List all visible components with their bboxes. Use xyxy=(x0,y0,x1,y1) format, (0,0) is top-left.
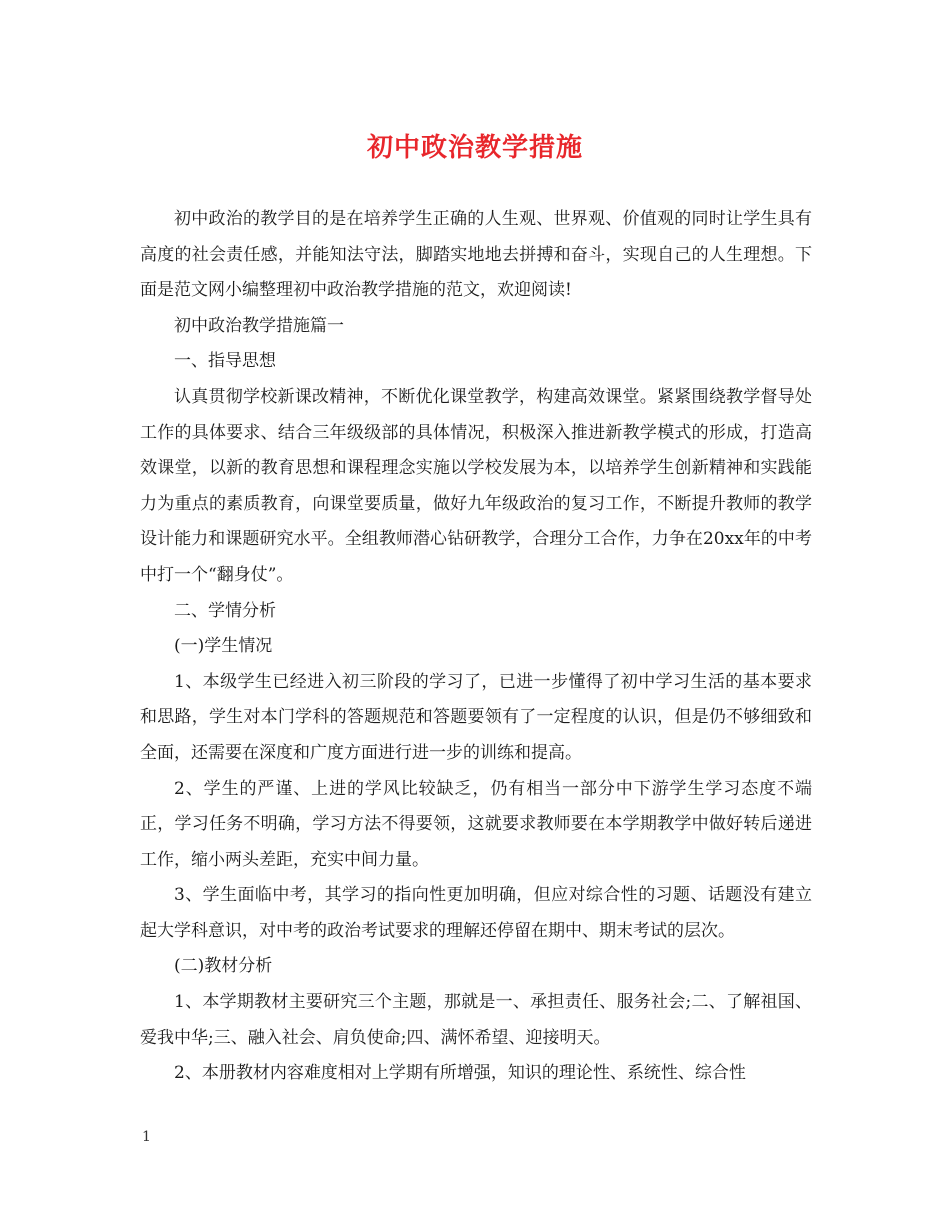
document-body xyxy=(140,202,812,1092)
subsection-heading-textbook-analysis: (二)教材分析 xyxy=(174,956,273,977)
paragraph-student-point-3: 3、学生面临中考，其学习的指向性更加明确，但应对综合性的习题、话题没有建立起大学科意识，对中考的政治考试要求的理解还停留在期中、期末考试的层次。 xyxy=(140,885,812,941)
paragraph-student-point-2: 2、学生的严谨、上进的学风比较缺乏，仍有相当一部分中下游学生学习态度不端正，学习任务不明确，学习方法不得要领，这就要求教师要在本学期教学中做好转后递进工作，缩小两头差距，充实中间力量。 xyxy=(140,778,812,870)
subsection-heading-student-situation: (一)学生情况 xyxy=(174,636,273,657)
paragraph-intro: 初中政治的教学目的是在培养学生正确的人生观、世界观、价值观的同时让学生具有高度的社会责任感，并能知法守法，脚踏实地地去拼搏和奋斗，实现自己的人生理想。下面是范文网小编整理初中政治教学措施的范文，欢迎阅读! xyxy=(140,209,812,301)
paragraph-textbook-point-1: 1、本学期教材主要研究三个主题，那就是一、承担责任、服务社会;二、了解祖国、爱我中华;三、融入社会、肩负使命;四、满怀希望、迎接明天。 xyxy=(140,992,812,1048)
section-heading-learning-analysis: 二、学情分析 xyxy=(174,600,276,621)
document-title: 初中政治教学措施 xyxy=(366,133,583,163)
section-heading-guiding-thought: 一、指导思想 xyxy=(174,351,276,372)
paragraph-textbook-point-2: 2、本册教材内容难度相对上学期有所增强，知识的理论性、系统性、综合性 xyxy=(174,1063,746,1084)
page-number: 1 xyxy=(142,1129,151,1145)
paragraph-guiding-thought: 认真贯彻学校新课改精神，不断优化课堂教学，构建高效课堂。紧紧围绕教学督导处工作的具体要求、结合三年级级部的具体情况，积极深入推进新教学模式的形成，打造高效课堂，以新的教育思想和课程理念实施以学校发展为本，以培养学生创新精神和实践能力为重点的素质教育，向课堂要质量，做好九年级政治的复习工作，不断提升教师的教学设计能力和课题研究水平。全组教师潜心钻研教学，合理分工合作，力争在20xx年的中考中打一个“翻身仗”。 xyxy=(140,386,812,585)
paragraph-student-point-1: 1、本级学生已经进入初三阶段的学习了，已进一步懂得了初中学习生活的基本要求和思路，学生对本门学科的答题规范和答题要领有了一定程度的认识，但是仍不够细致和全面，还需要在深度和广度方面进行进一步的训练和提高。 xyxy=(140,671,812,763)
section-heading-part-one: 初中政治教学措施篇一 xyxy=(174,315,344,336)
